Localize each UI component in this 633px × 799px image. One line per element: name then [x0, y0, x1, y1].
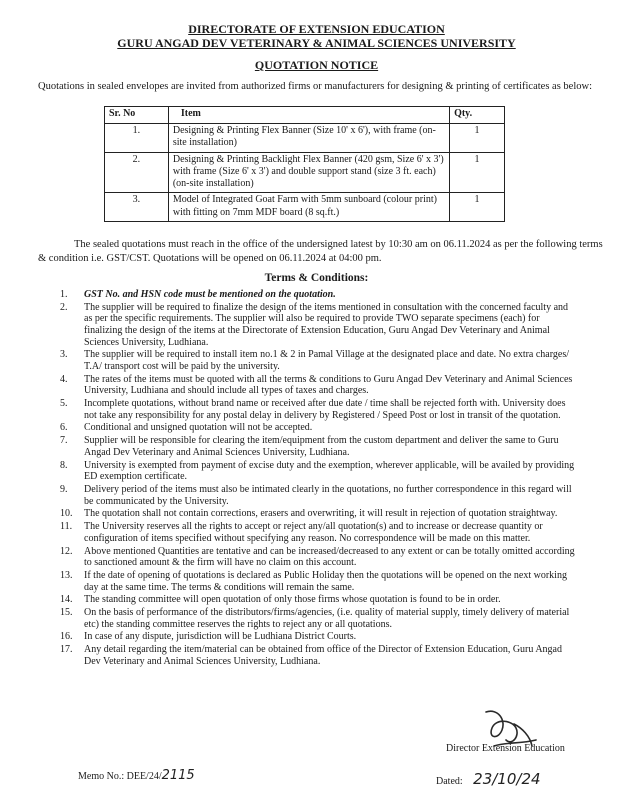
- term-text: Supplier will be responsible for clearing the item/equipment from the custom department and deliver the same to Guru Angad Dev Veterinary and Animal Sciences University, Ludhiana.: [84, 435, 559, 458]
- col-header-sr: Sr. No: [105, 107, 169, 124]
- dated-handwritten: 23/10/24: [473, 770, 541, 788]
- memo-label: Memo No.: DEE/24/: [78, 771, 162, 782]
- table-row: [105, 152, 505, 193]
- term-text: Above mentioned Quantities are tentative and can be increased/decreased to any extent or can be totally omitted according to sanctioned amount & the firm will have no claim on this account.: [84, 545, 575, 569]
- row-item: Designing & Printing Backlight Flex Banner (420 gsm, Size 6' x 3') with frame (Size 6' x 3') and double support stand (size 3 ft. each) (on-site installation): [168, 152, 449, 193]
- term-text: In case of any dispute, jurisdiction will be Ludhiana District Courts.: [84, 631, 357, 643]
- term-text: University is exempted from payment of excise duty and the exemption, wherever applicable, will be availed by providing ED exemption certificate.: [84, 459, 575, 483]
- term-text: The standing committee will open quotation of only those firms whose quotation is found to be in order.: [84, 594, 501, 606]
- term-number: 1.: [60, 289, 68, 300]
- term-number: 17.: [60, 644, 73, 656]
- term-number: 16.: [60, 631, 73, 643]
- list-item: [60, 398, 575, 421]
- col-header-qty: Qty.: [450, 107, 505, 124]
- list-item: [60, 435, 575, 458]
- term-number: 10.: [60, 508, 73, 520]
- term-text: GST No. and HSN code must be mentioned on the quotation.: [84, 289, 336, 300]
- list-item: [60, 607, 575, 630]
- term-text: If the date of opening of quotations is declared as Public Holiday then the quotations will be opened on the next working day at the same time. The terms & conditions will remain the same.: [84, 569, 567, 593]
- dated-label: Dated:: [436, 776, 463, 787]
- term-number: 12.: [60, 545, 73, 557]
- term-text: The University reserves all the rights to accept or reject any/all quotation(s) and to increase or decrease quantity or configuration of items specified without specifying any reason. No correspondence will be made on this matter.: [84, 521, 543, 544]
- row-sr: 2.: [105, 152, 169, 193]
- row-qty: 1: [450, 152, 505, 193]
- list-item: [60, 422, 575, 434]
- terms-list: [60, 289, 575, 669]
- col-header-item: Item: [168, 107, 449, 124]
- memo-handwritten-number: 2115: [161, 768, 195, 783]
- date-line: [436, 770, 541, 788]
- term-text: The quotation shall not contain corrections, erasers and overwriting, it will result in rejection of quotation straightway.: [84, 508, 558, 520]
- intro-text: Quotations in sealed envelopes are invited from authorized firms or manufacturers for designing & printing of certificates as below:: [38, 81, 592, 92]
- term-number: 4.: [60, 373, 68, 385]
- term-number: 6.: [60, 422, 68, 434]
- list-item: [60, 546, 575, 569]
- term-text: Delivery period of the items must also be intimated clearly in the quotations, no further correspondence in this regard will be communicated by the University.: [84, 484, 572, 507]
- list-item: [60, 374, 575, 397]
- list-item: [60, 631, 575, 643]
- sealed-quotation-paragraph: The sealed quotations must reach in the office of the undersigned latest by 10:30 am on 06.11.2024 as per the following terms & condition i.e. GST/CST. Quotations will be opened on 06.11.2024 at 04:00 pm.: [38, 239, 603, 264]
- term-number: 13.: [60, 569, 73, 581]
- row-qty: 1: [450, 124, 505, 153]
- items-table: [104, 106, 505, 222]
- term-text: Conditional and unsigned quotation will not be accepted.: [84, 422, 313, 434]
- row-item: Designing & Printing Flex Banner (Size 10' x 6'), with frame (on-site installation): [168, 124, 449, 153]
- terms-title: Terms & Conditions:: [264, 272, 369, 284]
- term-number: 14.: [60, 594, 73, 606]
- notice-title: QUOTATION NOTICE: [254, 58, 379, 72]
- list-item: [60, 570, 575, 593]
- university-title: GURU ANGAD DEV VETERINARY & ANIMAL SCIENCES UNIVERSITY: [117, 36, 516, 50]
- term-text: The rates of the items must be quoted with all the terms & conditions to Guru Angad Dev Veterinary and Animal Sciences University, Ludhiana and should include all types of taxes and charges.: [84, 373, 573, 397]
- term-text: Incomplete quotations, without brand name or received after due date / time shall be rejected forth with. University does not take any responsibility for any postal delay in delivery by Registered / Speed Post or lost in transit of the quotation.: [84, 398, 566, 421]
- term-text: Any detail regarding the item/material can be obtained from office of the Director of Extension Education, Guru Angad Dev Veterinary and Animal Sciences University, Ludhiana.: [84, 644, 562, 667]
- term-number: 15.: [60, 607, 73, 619]
- term-number: 3.: [60, 349, 68, 361]
- list-item: [60, 594, 575, 606]
- list-item: [60, 508, 575, 520]
- term-number: 9.: [60, 484, 68, 495]
- list-item: [60, 302, 575, 348]
- row-sr: 3.: [105, 193, 169, 222]
- directorate-title: DIRECTORATE OF EXTENSION EDUCATION: [188, 22, 445, 36]
- list-item: [60, 644, 575, 667]
- table-row: [105, 124, 505, 153]
- term-text: The supplier will be required to install item no.1 & 2 in Pamal Village at the designated place and date. No extra charges/ T.A/ transport cost will be paid by the university.: [84, 349, 569, 372]
- row-qty: 1: [450, 193, 505, 222]
- term-number: 5.: [60, 398, 68, 410]
- term-number: 2.: [60, 301, 68, 313]
- list-item: [60, 521, 575, 544]
- term-number: 7.: [60, 435, 68, 447]
- list-item: [60, 484, 575, 507]
- signature-label: Director Extension Education: [446, 743, 565, 754]
- list-item: [60, 349, 575, 372]
- list-item: [60, 460, 575, 483]
- term-text: On the basis of performance of the distributors/firms/agencies, (i.e. quality of material supply, timely delivery of material etc) the standing committee reserves the rights to reject any or all quotations.: [84, 607, 570, 630]
- row-sr: 1.: [105, 124, 169, 153]
- term-number: 11.: [60, 521, 73, 533]
- table-header-row: [105, 107, 505, 124]
- list-item: [60, 289, 575, 301]
- memo-number: [78, 768, 195, 783]
- table-row: [105, 193, 505, 222]
- term-text: The supplier will be required to finalize the design of the items mentioned in consultation with the concerned faculty and as per the specific requirements. The supplier will also be required to provide TWO separate specimens (each) for finalizing the design of the items at the Directorate of Extension Education, Guru Angad Dev Veterinary and Animal Sciences University, Ludhiana.: [84, 301, 569, 348]
- row-item: Model of Integrated Goat Farm with 5mm sunboard (colour print) with fitting on 7mm MDF board (8 sq.ft.): [168, 193, 449, 222]
- term-number: 8.: [60, 459, 68, 471]
